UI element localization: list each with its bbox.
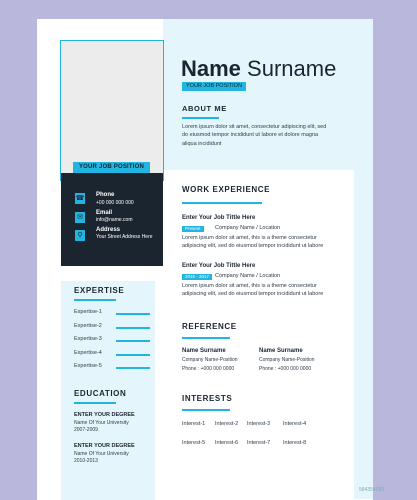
education-school: Name Of Your University — [74, 451, 129, 457]
expertise-item: Expertise-4 — [74, 349, 102, 356]
expertise-title: EXPERTISE — [74, 286, 125, 295]
expertise-item: Expertise-3 — [74, 336, 102, 342]
first-name: Name — [181, 56, 241, 81]
education-years: 2010-2013 — [74, 458, 98, 464]
reference-position: Company Name-Position — [182, 357, 238, 363]
interests-rule — [182, 409, 230, 411]
job-title: Enter Your Job Tittle Here — [182, 263, 256, 269]
education-school: Name Of Your University — [74, 420, 129, 426]
job-description: Lorem ipsum dolor sit amet, this is a theme consectetur adipiscing elit, sed do eiusmod tempor incididunt ut labore — [182, 235, 324, 250]
contact-address-label: Address — [96, 227, 121, 233]
header-job-position: YOUR JOB POSITION — [182, 82, 246, 91]
experience-rule — [182, 202, 262, 204]
interest-item: Interest-6 — [215, 440, 239, 446]
full-name — [181, 56, 336, 82]
expertise-level-bar — [116, 313, 150, 315]
contact-email-label: Email — [96, 210, 113, 216]
about-title: ABOUT ME — [182, 104, 227, 113]
expertise-item: Expertise-1 — [74, 309, 102, 315]
contact-address-value: Your Street Address Here — [96, 234, 153, 240]
contact-phone-label: Phone — [96, 192, 115, 198]
interests-title: INTERESTS — [182, 394, 233, 403]
education-title: EDUCATION — [74, 389, 127, 398]
job-title: Enter Your Job Tittle Here — [182, 215, 256, 221]
contact-email-value: info@name.com — [96, 217, 133, 223]
job-period-badge: 2015 - 2017 — [182, 274, 212, 280]
interest-item: Interest-2 — [215, 421, 239, 427]
email-icon: ✉ — [75, 212, 85, 223]
about-text: Lorem ipsum dolor sit amet, consectetur adipiscing elit, sed do eiusmod tempor incididunt ut labore et dolore magna aliqua incididunt — [182, 124, 327, 147]
watermark-id: 584354999 — [359, 487, 385, 493]
expertise-item: Expertise-2 — [74, 322, 102, 329]
education-rule — [74, 402, 116, 404]
resume-sheet — [37, 19, 385, 500]
last-name: Surname — [247, 56, 337, 81]
reference-name: Name Surname — [259, 348, 303, 354]
reference-title: REFERENCE — [182, 322, 237, 331]
reference-position: Company Name-Position — [259, 357, 315, 363]
location-icon: ⚲ — [75, 230, 85, 241]
expertise-level-bar — [116, 354, 150, 356]
phone-icon: ☎ — [75, 195, 85, 202]
interest-item: Interest-8 — [283, 440, 307, 446]
education-degree: ENTER YOUR DEGREE — [74, 412, 135, 418]
education-years: 2007-2009 — [74, 427, 98, 433]
experience-title: WORK EXPERIENCE — [182, 185, 271, 194]
job-company: Company Name / Location — [215, 225, 281, 231]
contact-phone-value: +00 000 000 000 — [96, 200, 134, 206]
reference-name: Name Surname — [182, 348, 226, 354]
expertise-level-bar — [116, 340, 150, 342]
job-company: Company Name / Location — [215, 273, 281, 279]
about-rule — [182, 117, 219, 119]
photo-placeholder — [61, 41, 163, 180]
expertise-level-bar — [116, 367, 150, 369]
expertise-item: Expertise-5 — [74, 363, 102, 369]
reference-phone: Phone : +000 000 0000 — [182, 366, 235, 372]
education-degree: ENTER YOUR DEGREE — [74, 443, 135, 449]
interest-item: Interest-1 — [182, 421, 206, 427]
job-period-badge: Present — [182, 226, 204, 232]
sidebar-job-position: YOUR JOB POSITION — [73, 162, 150, 173]
job-description: Lorem ipsum dolor sit amet, this is a theme consectetur adipiscing elit, sed do eiusmod tempor incididunt ut labore — [182, 283, 324, 298]
interest-item: Interest-3 — [247, 421, 271, 427]
expertise-rule — [74, 299, 116, 301]
reference-phone: Phone : +000 000 0000 — [259, 366, 312, 372]
interest-item: Interest-4 — [283, 421, 307, 427]
reference-rule — [182, 337, 230, 339]
expertise-level-bar — [116, 327, 150, 329]
interest-item: Interest-7 — [247, 440, 271, 446]
interest-item: Interest-5 — [182, 440, 206, 446]
